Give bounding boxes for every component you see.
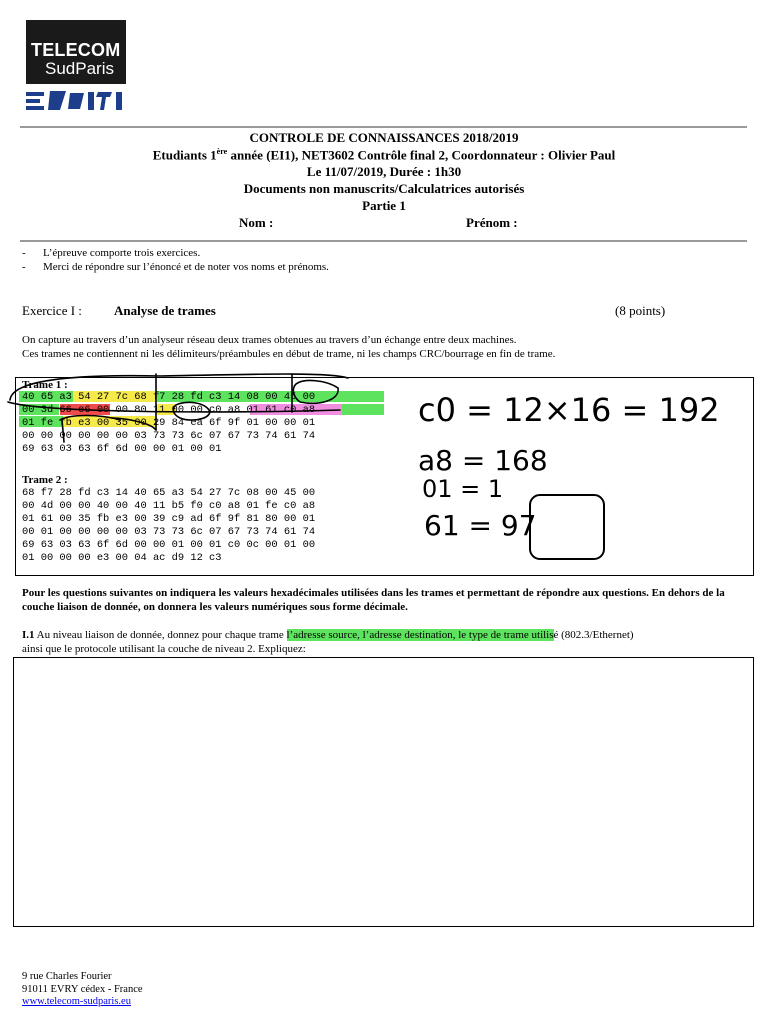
students-line [0, 147, 768, 163]
trame2-line: 68 f7 28 fd c3 14 40 65 a3 54 27 7c 08 00 45 00 [22, 487, 316, 499]
footer-address [22, 971, 143, 1009]
handwritten-line: 01 = 1 [422, 475, 504, 503]
instruction-item: - L’épreuve comporte trois exercices. [22, 247, 201, 259]
handwritten-line: c0 = 12×16 = 192 [418, 391, 720, 429]
trame2-line: 01 61 00 35 fb e3 00 39 c9 ad 6f 9f 81 80 00 01 [22, 513, 316, 525]
exam-title: CONTROLE DE CONNAISSANCES 2018/2019 [249, 130, 519, 145]
logo-line2: SudParis [45, 59, 114, 78]
trame1-line: 01 fe fb e3 00 35 00 29 84 ea 6f 9f 01 00 00 01 [22, 417, 316, 429]
question-number: I.1 [22, 629, 35, 641]
exercise-title: Analyse de trames [114, 303, 216, 318]
allowed-documents: Documents non manuscrits/Calculatrices autorisés [243, 181, 525, 196]
exercise-label: Exercice I : [22, 303, 82, 318]
trame1-line: 69 63 03 63 6f 6d 00 00 01 00 01 [22, 443, 222, 455]
exercise-intro-1: On capture au travers d’un analyseur réseau deux trames obtenues au travers d’un échange entre deux machines. [22, 334, 517, 346]
footer-website-link[interactable]: www.telecom-sudparis.eu [22, 996, 131, 1007]
trame2-label: Trame 2 : [22, 474, 68, 486]
question-i1 [22, 628, 752, 656]
trame2-line: 00 4d 00 00 40 00 40 11 b5 f0 c0 a8 01 fe c0 a8 [22, 500, 316, 512]
instruction-text: L’épreuve comporte trois exercices. [43, 247, 201, 259]
students-prefix: Etudiants 1 [152, 147, 217, 163]
exercise-intro-2: Ces trames ne contiennent ni les délimiteurs/préambules en début de trame, ni les champs CRC/bourrage en fin de trame. [22, 348, 556, 360]
handwritten-line: a8 = 168 [418, 444, 548, 477]
students-sup: ère [216, 147, 228, 156]
footer-line: 9 rue Charles Fourier [22, 971, 112, 982]
exam-date: Le 11/07/2019, Durée : 1h30 [306, 164, 462, 179]
institution-emblem-icon [26, 89, 126, 111]
trame2-line: 00 01 00 00 00 00 03 73 73 6c 07 67 73 74 61 74 [22, 526, 316, 538]
part-label: Partie 1 [362, 198, 406, 213]
instruction-item: - Merci de répondre sur l’énoncé et de noter vos noms et prénoms. [22, 261, 329, 273]
questions-intro: Pour les questions suivantes on indiquera les valeurs hexadécimales utilisées dans les trames et permettant de répondre aux questions. En dehors de la couche liaison de donnée, on donnera les valeurs numériques sous forme décimale. [22, 587, 725, 613]
handwritten-circle [530, 495, 604, 559]
handwritten-notes [400, 375, 750, 575]
footer-line: 91011 EVRY cédex - France [22, 983, 143, 995]
students-suffix: année (EI1), NET3602 Contrôle final 2, Coordonnateur : Olivier Paul [227, 147, 616, 163]
question-highlight: l’adresse source, l’adresse destination, le type de trame utilis [286, 629, 554, 641]
trame1-line: 00 3d 66 e6 00 00 80 11 00 00 c0 a8 01 61 c0 a8 [22, 404, 316, 416]
logo-line1: TELECOM [31, 40, 121, 60]
prenom-label: Prénom : [466, 215, 518, 230]
trame1-label: Trame 1 : [22, 379, 68, 391]
question-text: ainsi que le protocole utilisant la couche de niveau 2. Expliquez: [22, 643, 306, 655]
trame1-line: 00 00 00 00 00 00 03 73 73 6c 07 67 73 74 61 74 [22, 430, 316, 442]
nom-label: Nom : [239, 215, 274, 230]
telecom-sudparis-logo [26, 20, 126, 84]
question-text: é (802.3/Ethernet) [553, 629, 634, 641]
answer-box[interactable] [13, 657, 754, 927]
trame2-line: 69 63 03 63 6f 6d 00 00 01 00 01 c0 0c 00 01 00 [22, 539, 316, 551]
question-text: Au niveau liaison de donnée, donnez pour chaque trame [34, 629, 287, 641]
instruction-text: Merci de répondre sur l’énoncé et de noter vos noms et prénoms. [43, 261, 329, 273]
header-divider-top [20, 126, 747, 128]
trame1-line: 40 65 a3 54 27 7c 68 f7 28 fd c3 14 08 00 45 00 [22, 391, 316, 403]
handwritten-line: 61 = 97 [424, 509, 537, 542]
trame2-line: 01 00 00 00 e3 00 04 ac d9 12 c3 [22, 552, 222, 564]
header-divider-bottom [20, 240, 747, 242]
exercise-points: (8 points) [615, 303, 666, 318]
pen-annotations [0, 360, 400, 470]
